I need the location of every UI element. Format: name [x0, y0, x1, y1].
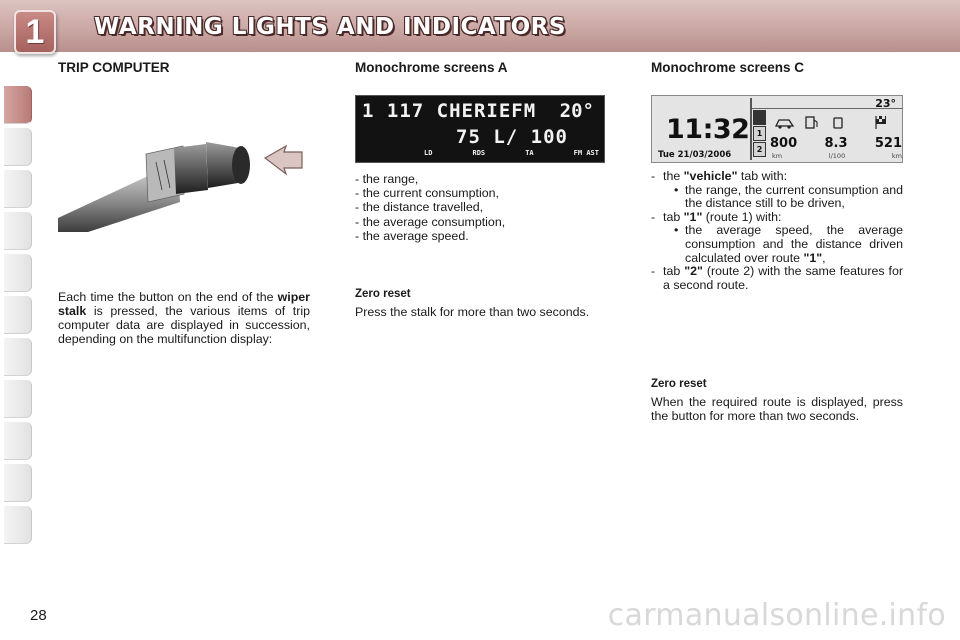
- dash-marker: -: [651, 264, 656, 279]
- chapter-tab[interactable]: [4, 254, 32, 292]
- screen-a-label: FM AST: [573, 149, 599, 157]
- screen-a-consumption: 75 L/ 100: [456, 126, 568, 148]
- list-item: - the range,: [355, 172, 419, 186]
- screen-c-icons: [772, 114, 902, 130]
- trip-computer-intro: [58, 290, 310, 346]
- chapter-tab[interactable]: [4, 464, 32, 502]
- chapter-tab[interactable]: [4, 212, 32, 250]
- list-subitem: [651, 184, 903, 211]
- subitem-text: the average speed, the average consumption and the distance driven calculated over route: [685, 223, 903, 265]
- screens-a-column: [355, 60, 607, 82]
- screen-a-display: [355, 95, 605, 163]
- watermark: carmanualsonline.info: [607, 598, 946, 633]
- screen-a-label: LD: [424, 149, 433, 157]
- item-text: tab: [663, 264, 685, 279]
- screen-c-values: [770, 136, 902, 151]
- list-item: [651, 265, 903, 292]
- dash-marker: -: [651, 209, 656, 224]
- item-bold: "2": [684, 264, 703, 279]
- list-item: - the distance travelled,: [355, 200, 484, 215]
- chapter-tab[interactable]: [4, 380, 32, 418]
- item-text: tab with:: [737, 169, 788, 183]
- list-item: [651, 170, 903, 184]
- bullet-marker: •: [674, 182, 679, 197]
- dash-marker: -: [651, 169, 656, 183]
- page-number: 28: [30, 607, 47, 624]
- subitem-text: ,: [822, 250, 826, 265]
- screen-a-label: TA: [525, 149, 534, 157]
- screen-c-topbar: [752, 97, 902, 109]
- chapter-tab[interactable]: [4, 296, 32, 334]
- zero-reset-heading: Zero reset: [355, 288, 411, 300]
- distance-value: 521: [874, 136, 902, 151]
- screen-a-label: RDS: [472, 149, 486, 157]
- chapter-tab-rail: [0, 56, 36, 576]
- screens-a-list: [355, 172, 607, 243]
- consumption-value: 8.3: [824, 136, 848, 151]
- item-text: tab: [663, 209, 684, 224]
- list-item: - the current consumption,: [355, 186, 499, 201]
- screen-c-units: [772, 152, 902, 160]
- chapter-tab[interactable]: [4, 422, 32, 460]
- chapter-tab[interactable]: [4, 506, 32, 544]
- list-item: [651, 211, 903, 225]
- subitem-bold: "1": [803, 250, 823, 265]
- range-value: 800: [770, 136, 798, 151]
- intro-bold-wiper-stalk: wiper stalk: [58, 290, 310, 318]
- page-title: WARNING LIGHTS AND INDICATORS: [94, 14, 566, 40]
- screen-c-date: Tue 21/03/2006: [658, 150, 732, 160]
- item-text: the: [663, 169, 684, 183]
- unit-label: l/100: [828, 152, 846, 160]
- screen-a-labels: [424, 149, 599, 157]
- list-item: - the average speed.: [355, 228, 469, 243]
- wiper-stalk-illustration: [58, 132, 308, 232]
- chapter-tab[interactable]: [4, 170, 32, 208]
- chapter-tab-active[interactable]: [4, 86, 32, 124]
- screens-c-list: [651, 170, 903, 292]
- screens-a-heading: Monochrome screens A: [355, 60, 508, 75]
- chapter-tab[interactable]: [4, 128, 32, 166]
- screens-c-column: [651, 60, 903, 82]
- screen-a-radio-line: 1 117 CHERIEFM: [362, 100, 537, 122]
- zero-reset-heading: Zero reset: [651, 378, 707, 390]
- trip-computer-heading: TRIP COMPUTER: [58, 60, 170, 75]
- fuel-pump-icon: [806, 117, 817, 128]
- car-icon: [776, 120, 793, 129]
- item-text: (route 1) with:: [702, 209, 782, 224]
- zero-reset-text: When the required route is displayed, press the button for more than two seconds.: [651, 395, 903, 423]
- subitem-text: the range, the current consumption and the distance still to be driven,: [685, 182, 903, 211]
- chapter-number: 1: [25, 13, 45, 51]
- fuel-can-icon: [834, 118, 842, 128]
- screens-c-heading: Monochrome screens C: [651, 60, 805, 75]
- unit-label: km: [772, 152, 783, 160]
- zero-reset-text: Press the stalk for more than two seconds.: [355, 305, 590, 319]
- intro-text-part: is pressed, the various items of trip computer data are displayed in succession, depending on the multifunction display:: [58, 304, 310, 346]
- chequered-flag-icon: [876, 116, 886, 129]
- screen-a-temperature: 20°: [559, 100, 594, 122]
- unit-label: km: [891, 152, 902, 160]
- screen-c-tabs: [753, 110, 767, 160]
- vehicle-tab[interactable]: [753, 110, 766, 125]
- intro-text-part: Each time the button on the end of the: [58, 290, 278, 304]
- screens-c-zero-reset: [651, 378, 903, 423]
- item-bold: "1": [683, 209, 703, 224]
- route-1-tab[interactable]: 1: [753, 126, 766, 141]
- bullet-marker: •: [674, 223, 679, 238]
- item-text: (route 2) with the same features for a second route.: [663, 264, 903, 292]
- chapter-tab[interactable]: [4, 338, 32, 376]
- list-item: - the average consumption,: [355, 214, 506, 229]
- trip-computer-column: [58, 60, 310, 82]
- screen-c-display: [651, 95, 903, 163]
- chapter-badge: [14, 10, 56, 54]
- screen-c-clock: 11:32: [666, 114, 750, 145]
- screens-a-zero-reset: [355, 288, 607, 319]
- item-bold: "vehicle": [683, 169, 738, 183]
- list-subitem: [651, 224, 903, 265]
- route-2-tab[interactable]: 2: [753, 142, 766, 157]
- screen-c-outside-temp: 23°: [875, 97, 896, 110]
